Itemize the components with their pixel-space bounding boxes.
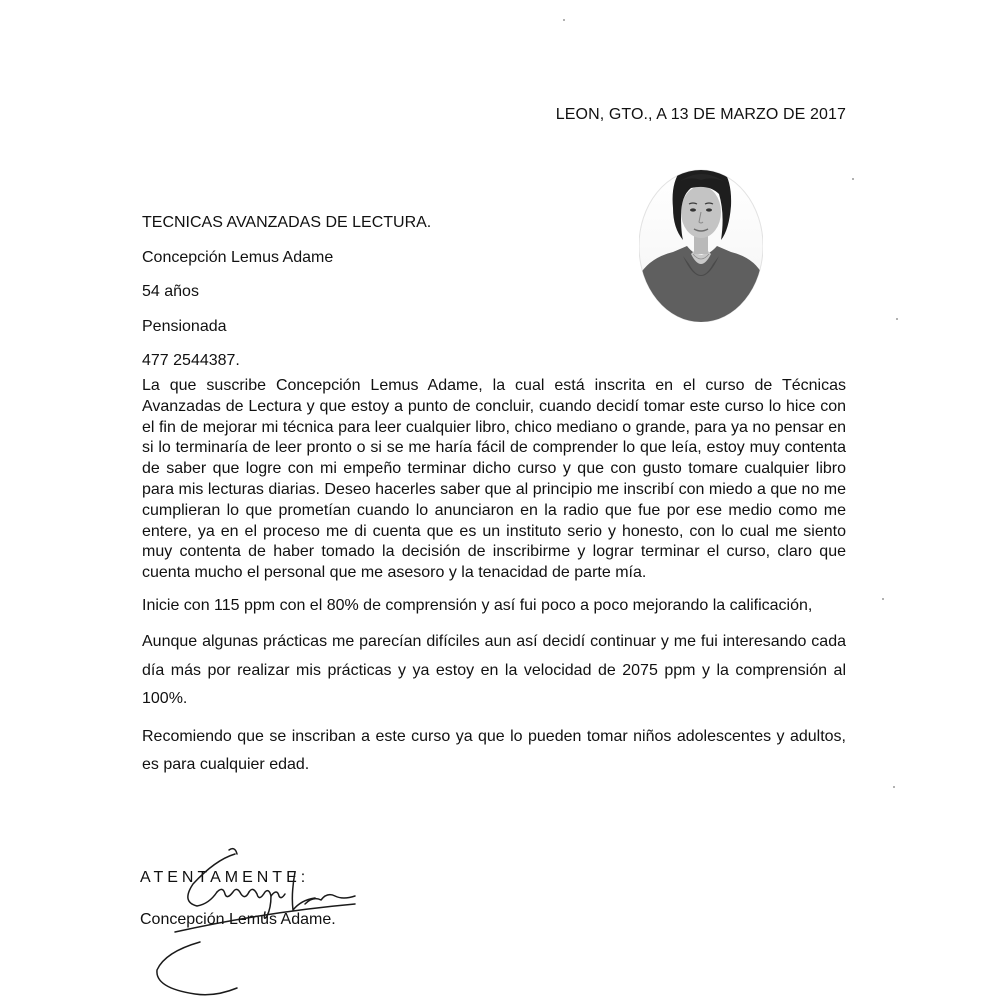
body-paragraph: Inicie con 115 ppm con el 80% de comprensión y así fui poco a poco mejorando la calificación, xyxy=(142,597,813,614)
scan-speck xyxy=(852,178,854,180)
scan-speck xyxy=(896,318,898,320)
letter-header xyxy=(142,206,431,379)
course-title: TECNICAS AVANZADAS DE LECTURA. xyxy=(142,214,432,231)
body-paragraph: La que suscribe Concepción Lemus Adame, la cual está inscrita en el curso de Técnicas Avanzadas de Lectura y que estoy a punto de concluir, cuando decidí tomar este curso lo hice con el fin de mejorar mi técnica para leer cualquier libro, chico mediano o grande, para ya no pensar en si lo terminaría de leer pronto o si se me haría fácil de comprender lo que leía, estoy muy contenta de saber que logre con mi empeño terminar dicho curso y que con gusto tomare cualquier libro para mis lecturas diarias. Deseo hacerles saber que al principio me inscribí con miedo a que no me cumplieran lo que prometían cuando lo anunciaron en la radio que fue por ese medio como me entere, ya en el proceso me di cuenta que es un instituto serio y honesto, con lo cual me siento muy contenta de haber tomado la decisión de inscribirme y lograr terminar el curso, claro que cuenta mucho el personal que me asesoro y la tenacidad de parte mía. xyxy=(142,377,846,582)
author-age: 54 años xyxy=(142,283,199,300)
author-photo xyxy=(639,136,763,322)
author-name: Concepción Lemus Adame xyxy=(142,248,334,266)
body-paragraph: Aunque algunas prácticas me parecían difíciles aun así decidí continuar y me fui interesando cada día más por realizar mis prácticas y ya estoy en la velocidad de 2075 ppm y la comprensión al 100%. xyxy=(142,633,846,707)
signer-name: Concepción Lemus Adame. xyxy=(140,911,336,928)
author-occupation: Pensionada xyxy=(142,317,227,335)
closing-salutation: ATENTAMENTE: xyxy=(140,869,310,886)
author-phone: 477 2544387. xyxy=(142,352,240,369)
scan-speck xyxy=(882,598,884,600)
body-paragraph: Recomiendo que se inscriban a este curso ya que lo pueden tomar niños adolescentes y adultos, es para cualquier edad. xyxy=(142,728,846,773)
scan-speck xyxy=(893,786,895,788)
scan-speck xyxy=(563,19,565,21)
letter-date: LEON, GTO., A 13 DE MARZO DE 2017 xyxy=(555,106,846,123)
